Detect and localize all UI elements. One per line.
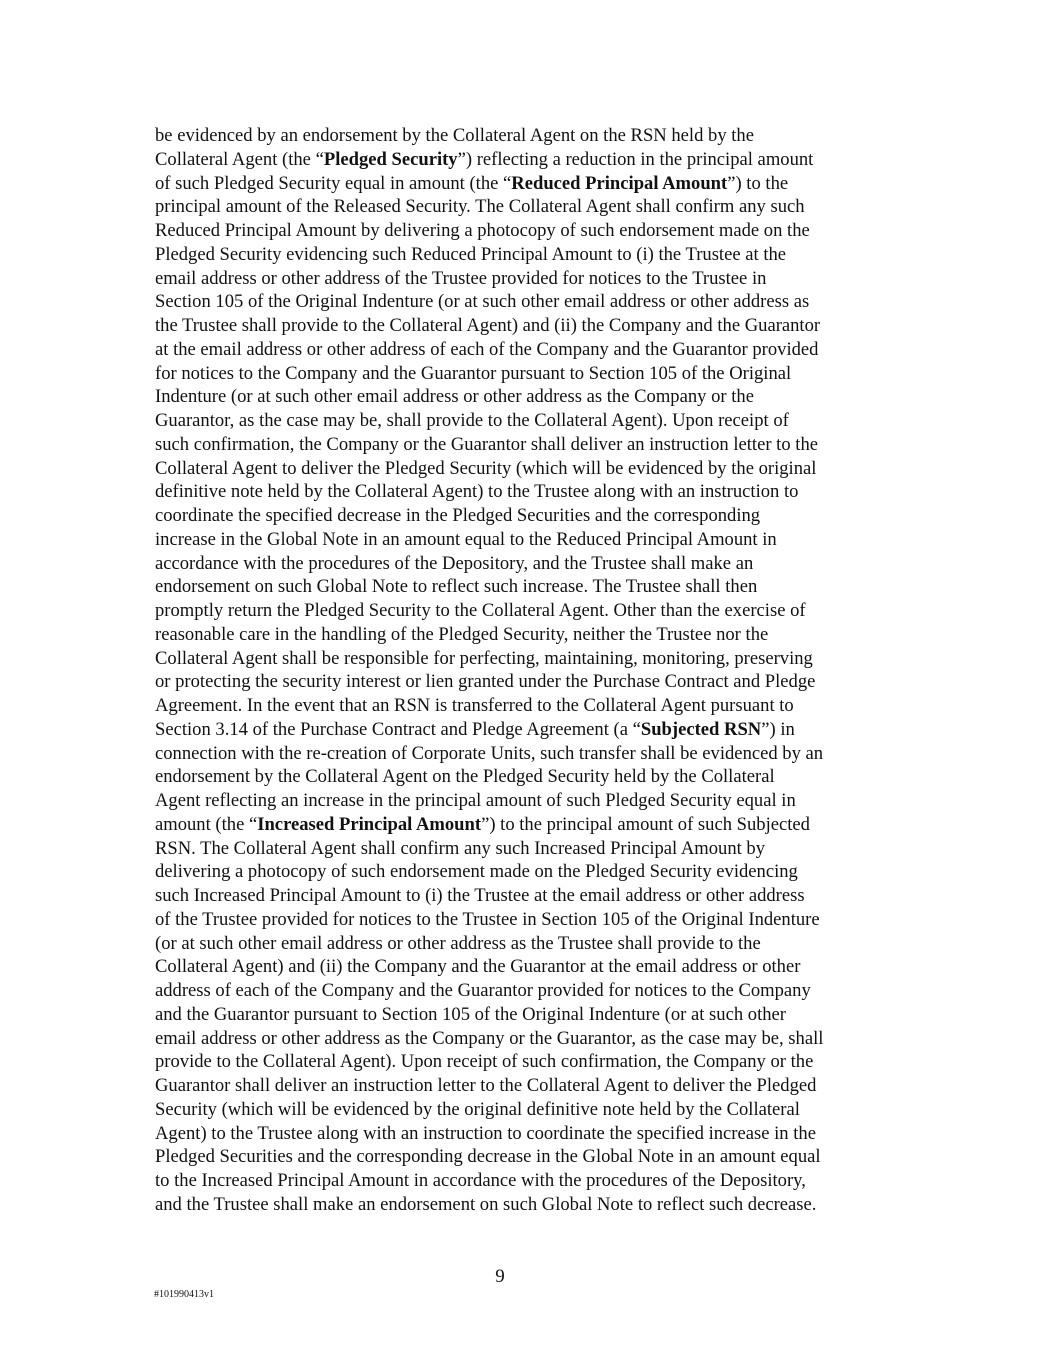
text-segment: be evidenced by an endorsement by the Collateral Agent on the RSN held by the <box>155 125 754 146</box>
page-number: 9 <box>495 1266 505 1287</box>
text-segment: email address or other address of the Trustee provided for notices to the Trustee in <box>155 267 767 289</box>
text-line <box>155 1145 915 1169</box>
text-segment: address of each of the Company and the Guarantor provided for notices to the Company <box>155 980 811 1001</box>
text-line <box>155 504 915 528</box>
text-segment: accordance with the procedures of the Depository, and the Trustee shall make an <box>155 552 754 574</box>
text-line <box>155 314 915 338</box>
text-segment: Collateral Agent to deliver the Pledged Security (which will be evidenced by the original <box>155 457 817 479</box>
defined-term: Subjected RSN <box>640 718 762 740</box>
text-line <box>155 1122 915 1146</box>
text-line <box>155 884 915 908</box>
text-segment: Collateral Agent shall be responsible for perfecting, maintaining, monitoring, preserving <box>155 647 813 669</box>
document-id: #101990413v1 <box>154 1289 214 1300</box>
text-line <box>155 267 915 291</box>
text-line <box>155 172 915 196</box>
text-segment: ”) to the principal amount of such Subjected <box>481 813 810 835</box>
text-segment: delivering a photocopy of such endorsement made on the Pledged Security evidencing <box>155 861 798 883</box>
text-segment: Security (which will be evidenced by the original definitive note held by the Collateral <box>155 1098 800 1120</box>
text-segment: Reduced Principal Amount by delivering a photocopy of such endorsement made on the <box>155 220 810 241</box>
text-segment: provide to the Collateral Agent). Upon receipt of such confirmation, the Company or the <box>155 1051 814 1073</box>
text-segment: Section 105 of the Original Indenture (or at such other email address or other address as <box>155 291 810 313</box>
text-line <box>155 528 915 552</box>
defined-term: Reduced Principal Amount <box>511 172 728 194</box>
text-line <box>155 1074 915 1098</box>
text-line <box>155 148 915 172</box>
text-segment: Pledged Security evidencing such Reduced Principal Amount to (i) the Trustee at the <box>155 243 787 265</box>
text-line <box>155 1169 915 1193</box>
text-line <box>155 433 915 457</box>
text-line <box>155 908 915 932</box>
text-line <box>155 219 915 243</box>
text-segment: and the Trustee shall make an endorsement on such Global Note to reflect such decrease. <box>155 1193 817 1215</box>
defined-term: Pledged Security <box>323 148 458 170</box>
text-segment: Guarantor, as the case may be, shall provide to the Collateral Agent). Upon receipt of <box>155 410 789 431</box>
text-segment: principal amount of the Released Security. The Collateral Agent shall confirm any such <box>155 196 805 218</box>
text-line <box>155 1003 915 1027</box>
text-line <box>155 457 915 481</box>
text-segment: such confirmation, the Company or the Guarantor shall deliver an instruction letter to the <box>155 433 818 455</box>
text-segment: of such Pledged Security equal in amount (the “ <box>155 172 512 194</box>
text-segment: of the Trustee provided for notices to the Trustee in Section 105 of the Original Indenture <box>155 908 820 930</box>
text-line <box>155 1027 915 1051</box>
text-line <box>155 647 915 671</box>
text-segment: coordinate the specified decrease in the Pledged Securities and the corresponding <box>155 505 761 526</box>
text-segment: to the Increased Principal Amount in accordance with the procedures of the Depository, <box>155 1170 806 1191</box>
defined-term: Increased Principal Amount <box>257 813 482 835</box>
text-line <box>155 243 915 267</box>
text-segment: and the Guarantor pursuant to Section 105 of the Original Indenture (or at such other <box>155 1003 786 1025</box>
text-segment: promptly return the Pledged Security to the Collateral Agent. Other than the exercise of <box>155 600 806 621</box>
text-line <box>155 718 915 742</box>
text-segment: (or at such other email address or other address as the Trustee shall provide to the <box>155 932 761 954</box>
text-segment: ”) in <box>761 718 795 740</box>
text-segment: or protecting the security interest or lien granted under the Purchase Contract and Pledge <box>155 671 816 693</box>
text-line <box>155 409 915 433</box>
text-line <box>155 599 915 623</box>
text-line <box>155 290 915 314</box>
text-line <box>155 385 915 409</box>
text-line <box>155 1050 915 1074</box>
text-line <box>155 552 915 576</box>
text-segment: for notices to the Company and the Guarantor pursuant to Section 105 of the Original <box>155 362 792 384</box>
text-line <box>155 932 915 956</box>
text-segment: Guarantor shall deliver an instruction letter to the Collateral Agent to deliver the Pledged <box>155 1075 817 1096</box>
text-line <box>155 765 915 789</box>
text-segment: such Increased Principal Amount to (i) the Trustee at the email address or other address <box>155 885 805 906</box>
text-line <box>155 1098 915 1122</box>
text-segment: Agreement. In the event that an RSN is transferred to the Collateral Agent pursuant to <box>155 695 794 716</box>
text-line <box>155 195 915 219</box>
text-segment: email address or other address as the Company or the Guarantor, as the case may be, shall <box>155 1027 824 1049</box>
text-line <box>155 813 915 837</box>
text-line <box>155 338 915 362</box>
text-line <box>155 694 915 718</box>
body-paragraph <box>155 124 915 1217</box>
text-line <box>155 480 915 504</box>
text-line <box>155 1193 915 1217</box>
text-segment: Indenture (or at such other email address or other address as the Company or the <box>155 386 754 408</box>
text-segment: Collateral Agent (the “ <box>155 148 324 170</box>
text-segment: ”) to the <box>727 172 789 194</box>
text-line <box>155 575 915 599</box>
text-segment: definitive note held by the Collateral Agent) to the Trustee along with an instruction to <box>155 481 799 503</box>
text-line <box>155 362 915 386</box>
text-segment: endorsement on such Global Note to reflect such increase. The Trustee shall then <box>155 576 758 598</box>
text-segment: at the email address or other address of each of the Company and the Guarantor provided <box>155 338 819 360</box>
text-segment: Agent reflecting an increase in the principal amount of such Pledged Security equal in <box>155 790 796 811</box>
text-segment: reasonable care in the handling of the Pledged Security, neither the Trustee nor the <box>155 623 769 645</box>
text-line <box>155 124 915 148</box>
text-segment: Section 3.14 of the Purchase Contract and Pledge Agreement (a “ <box>155 718 641 740</box>
text-line <box>155 837 915 861</box>
text-line <box>155 670 915 694</box>
text-segment: Pledged Securities and the corresponding decrease in the Global Note in an amount equal <box>155 1146 821 1168</box>
text-segment: increase in the Global Note in an amount equal to the Reduced Principal Amount in <box>155 528 777 550</box>
text-segment: Agent) to the Trustee along with an instruction to coordinate the specified increase in the <box>155 1122 816 1144</box>
text-segment: ”) reflecting a reduction in the principal amount <box>457 148 814 170</box>
text-line <box>155 860 915 884</box>
text-line <box>155 955 915 979</box>
text-line <box>155 623 915 647</box>
text-line <box>155 789 915 813</box>
text-segment: amount (the “ <box>155 813 258 835</box>
text-segment: RSN. The Collateral Agent shall confirm any such Increased Principal Amount by <box>155 837 766 859</box>
text-segment: endorsement by the Collateral Agent on the Pledged Security held by the Collateral <box>155 766 775 788</box>
text-segment: the Trustee shall provide to the Collateral Agent) and (ii) the Company and the Guarantor <box>155 315 821 336</box>
text-segment: Collateral Agent) and (ii) the Company and the Guarantor at the email address or other <box>155 956 801 978</box>
text-line <box>155 979 915 1003</box>
text-segment: connection with the re-creation of Corporate Units, such transfer shall be evidenced by an <box>155 742 824 764</box>
text-line <box>155 742 915 766</box>
